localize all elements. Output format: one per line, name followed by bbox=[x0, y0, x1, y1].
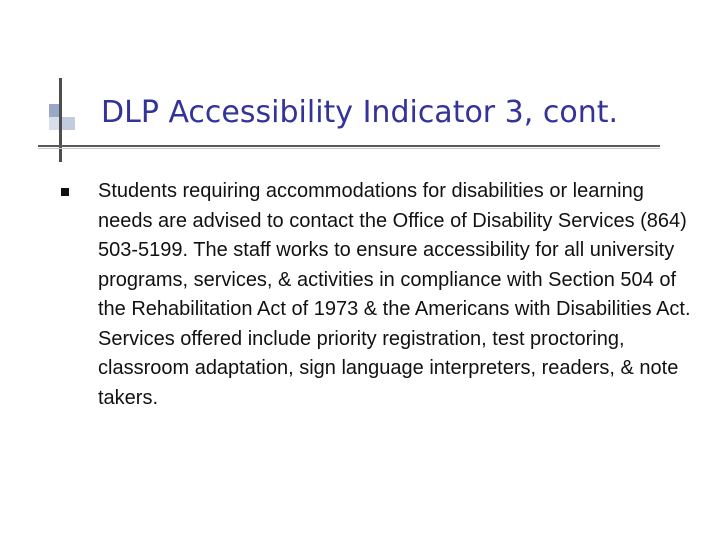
title-underline-rule bbox=[38, 145, 660, 147]
corner-ornament-square bbox=[62, 117, 75, 130]
bullet-item bbox=[60, 177, 700, 413]
title-underline-shadow bbox=[38, 148, 660, 149]
slide-title: DLP Accessibility Indicator 3, cont. bbox=[101, 95, 619, 130]
bullet-list bbox=[60, 177, 700, 413]
square-bullet-icon bbox=[61, 188, 69, 196]
bullet-text: Students requiring accommodations for disabilities or learning needs are advised to contact the Office of Disability Services (864) 503-5199. The staff works to ensure accessibility for all university programs, services, & activities in compliance with Section 504 of the Rehabilitation Act of 1973 & the Americans with Disabilities Act. Services offered include priority registration, test proctoring, classroom adaptation, sign language interpreters, readers, & note takers. bbox=[98, 180, 691, 409]
title-vertical-rule bbox=[59, 78, 62, 162]
